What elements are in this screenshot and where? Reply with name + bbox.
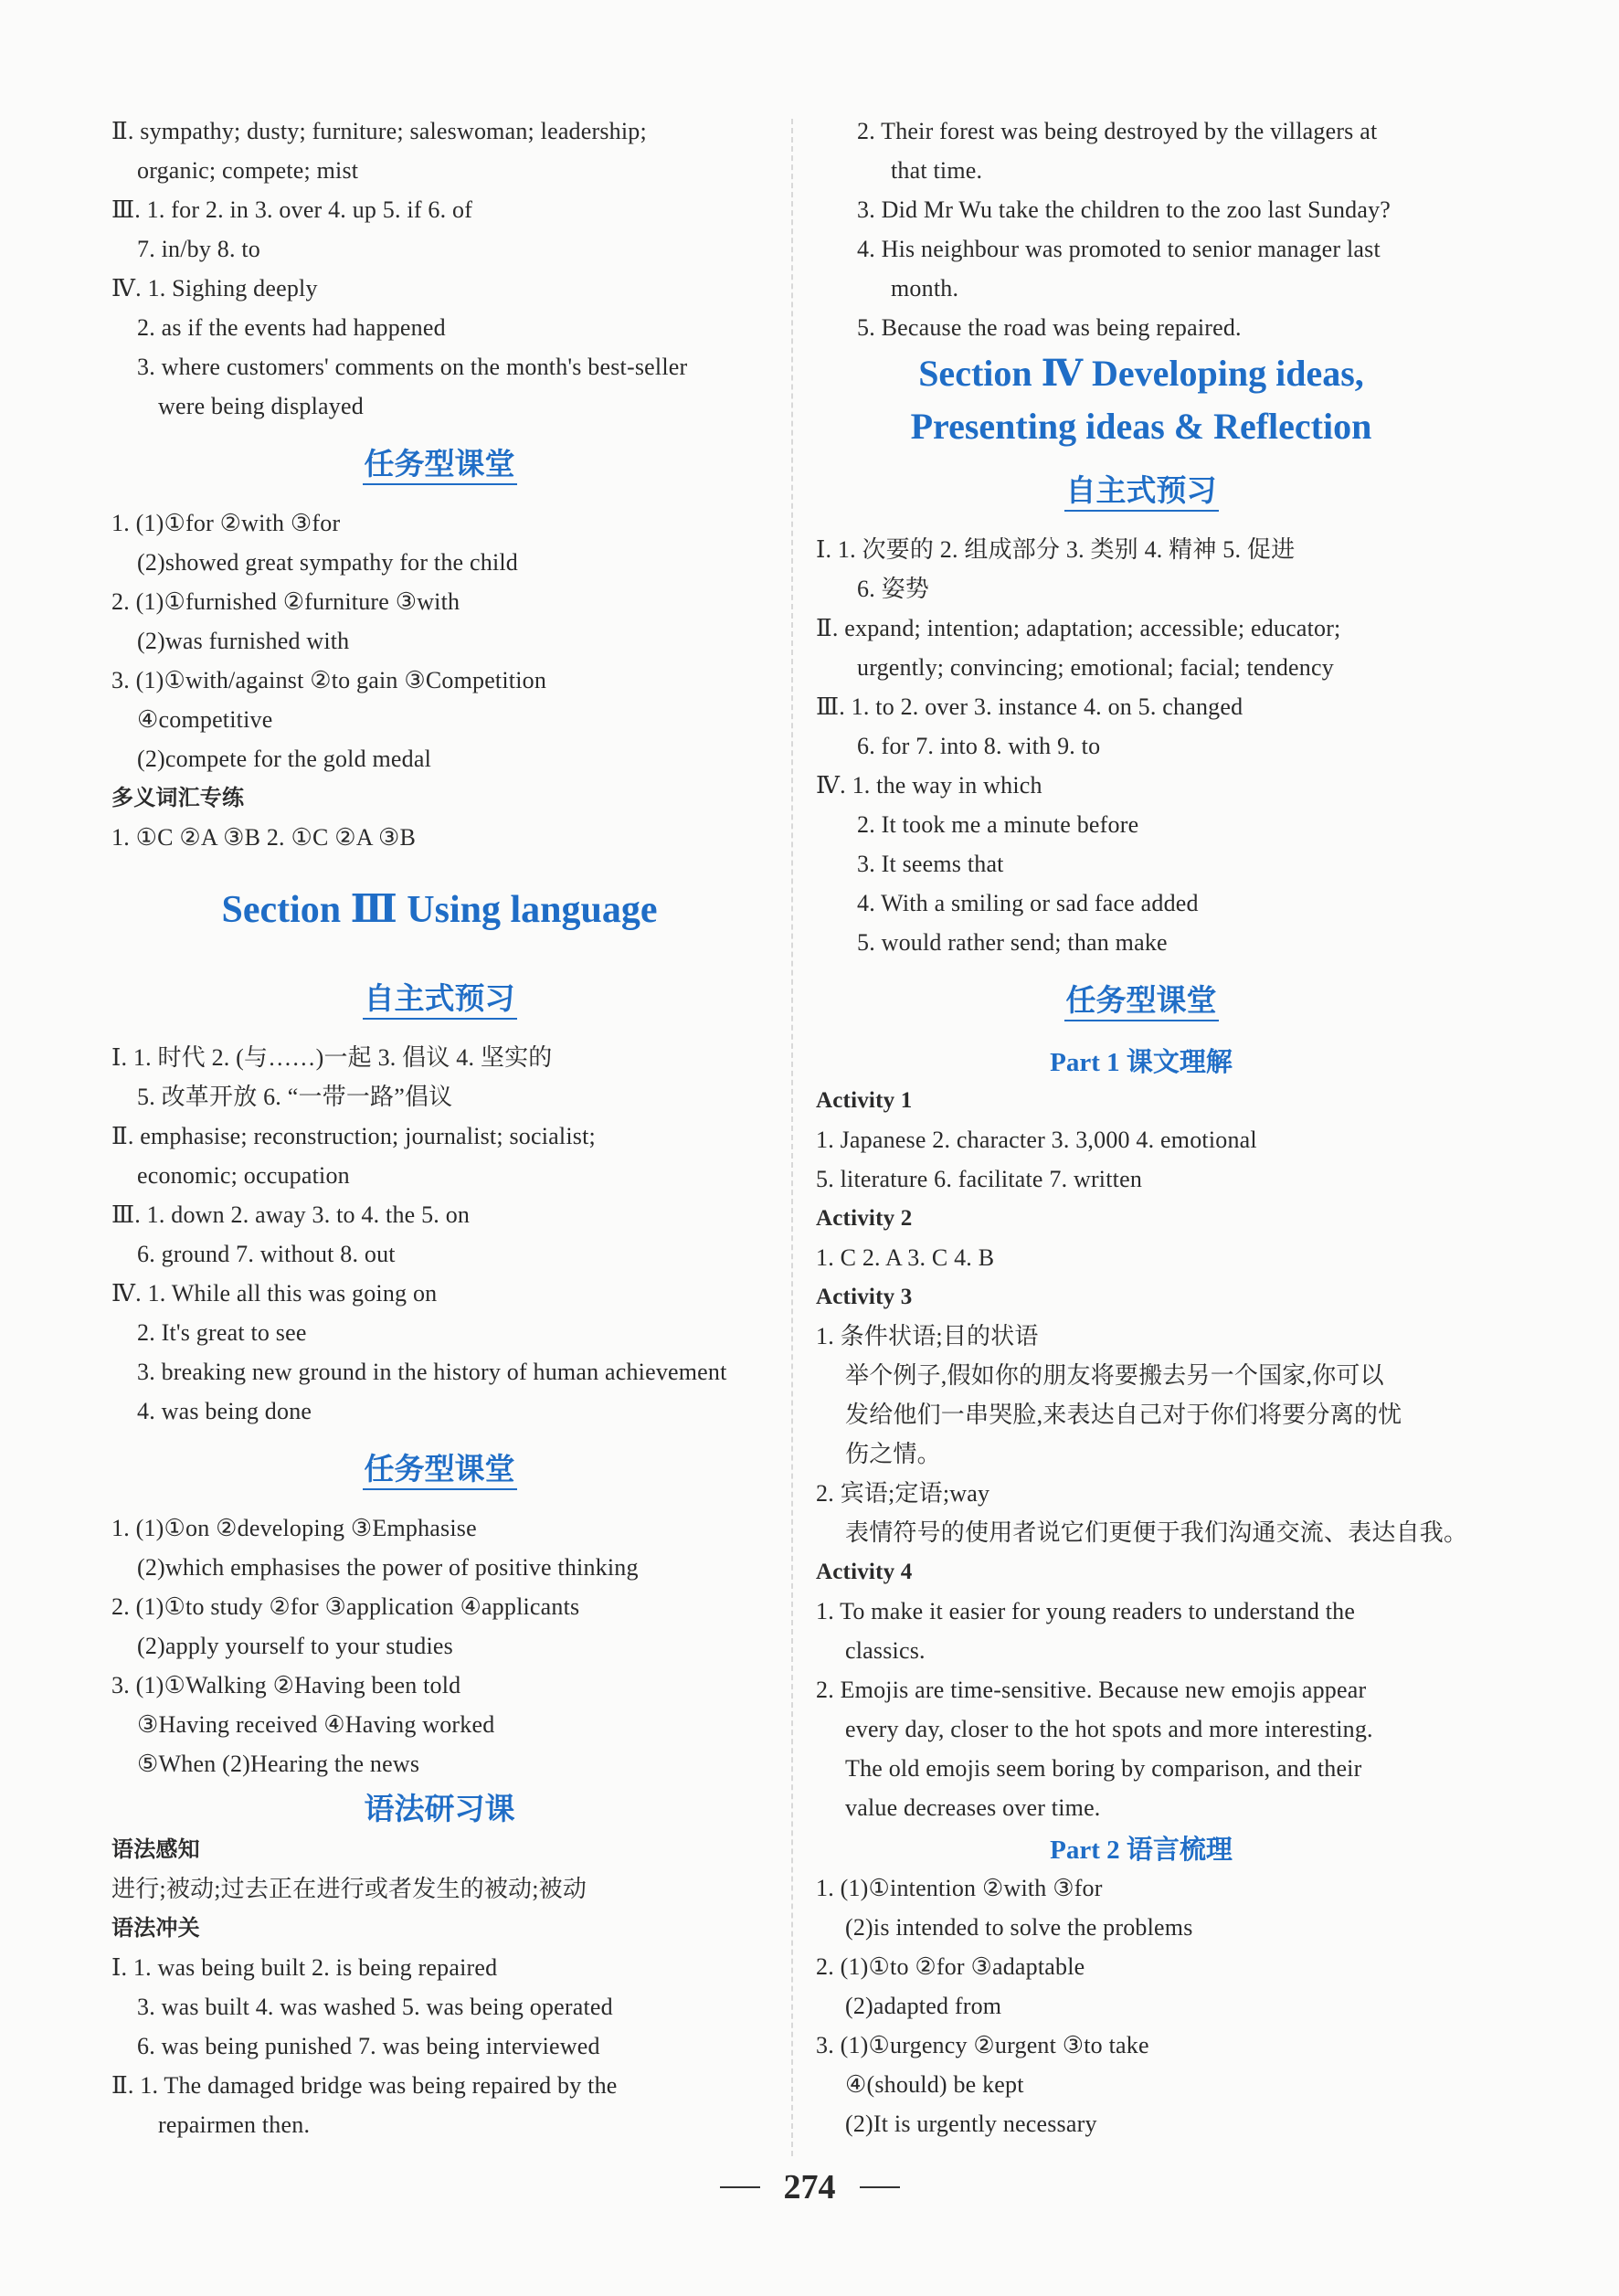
answer-line: 5. 改革开放 6. “一带一路”倡议 [137,1084,453,1110]
answer-line: classics. [845,1637,926,1664]
answer-line: ③Having received ④Having worked [137,1711,495,1738]
answer-line: 发给他们一串哭脸,来表达自己对于你们将要分离的忧 [845,1402,1402,1428]
boxed-heading-text: 任务型课堂 [363,445,517,485]
answer-line: 进行;被动;过去正在进行或者发生的被动;被动 [111,1876,587,1902]
answer-line: 2. It's great to see [137,1319,307,1346]
answer-line: 1. ①C ②A ③B 2. ①C ②A ③B [111,824,417,851]
answer-line: month. [891,275,959,302]
answer-line: 7. in/by 8. to [137,236,260,262]
answer-line: 2. Their forest was being destroyed by the villagers at [857,118,1378,144]
boxed-heading [111,426,767,503]
answer-line: 1. (1)①on ②developing ③Emphasise [111,1515,477,1541]
answer-line: 3. was built 4. was washed 5. was being operated [137,1994,613,2020]
boxed-heading [816,452,1466,530]
answer-line: 3. (1)①urgency ②urgent ③to take [816,2032,1149,2058]
answer-line: Ⅰ. 1. was being built 2. is being repaired [111,1954,498,1981]
answer-line: ④(should) be kept [845,2071,1024,2098]
answer-line: that time. [891,157,983,184]
answer-line: (2)adapted from [845,1993,1002,2019]
answer-line: Ⅲ. 1. to 2. over 3. instance 4. on 5. changed [816,693,1243,720]
boxed-heading-text: 自主式预习 [363,979,517,1020]
activity-heading: Activity 2 [816,1206,913,1231]
answer-line: Ⅲ. 1. down 2. away 3. to 4. the 5. on [111,1201,471,1228]
answer-line: Ⅰ. 1. 时代 2. (与……)一起 3. 倡议 4. 坚实的 [111,1044,553,1071]
answer-line: 伤之情。 [845,1441,941,1467]
answer-line: 2. 宾语;定语;way [816,1480,990,1507]
boxed-heading [111,1431,767,1508]
answer-line: 6. was being punished 7. was being interviewed [137,2033,600,2059]
left-column [111,111,767,2144]
answer-line: were being displayed [158,393,364,419]
answer-line: 4. His neighbour was promoted to senior manager last [857,236,1381,262]
answer-line: 3. (1)①with/against ②to gain ③Competition [111,667,547,693]
section-title [816,347,1466,452]
answer-line: 6. ground 7. without 8. out [137,1241,396,1267]
answer-line: urgently; convincing; emotional; facial; tendency [857,654,1334,681]
answer-line: every day, closer to the hot spots and more interesting. [845,1716,1373,1742]
answer-line: value decreases over time. [845,1794,1101,1821]
subsection-heading: 语法研习课 [364,1791,515,1826]
part-heading: Part 2 语言梳理 [1050,1836,1233,1865]
answer-line: 2. (1)①to ②for ③adaptable [816,1953,1085,1980]
answer-line: Ⅱ. expand; intention; adaptation; accessible; educator; [816,615,1341,641]
section-title-line2: Presenting ideas & Reflection [910,405,1372,447]
answer-line: (2)is intended to solve the problems [845,1914,1193,1941]
section-title: Section Ⅲ Using language [221,888,658,931]
answer-line: Ⅱ. 1. The damaged bridge was being repaired by the [111,2072,618,2099]
answer-line: ⑤When (2)Hearing the news [137,1751,420,1777]
bold-subheading: 语法感知 [111,1836,200,1862]
bold-subheading: 语法冲关 [111,1915,200,1941]
answer-line: Ⅱ. emphasise; reconstruction; journalist; socialist; [111,1123,596,1149]
answer-line: Ⅳ. 1. While all this was going on [111,1280,438,1307]
bold-subheading: 多义词汇专练 [111,785,245,810]
answer-line: ④competitive [137,706,273,733]
answer-line: 1. (1)①for ②with ③for [111,510,341,536]
answer-line: 3. where customers' comments on the month's best-seller [137,354,688,380]
page-footer [0,2167,1619,2207]
answer-line: 1. C 2. A 3. C 4. B [816,1244,995,1271]
answer-line: (2)compete for the gold medal [137,746,432,772]
answer-line: (2)It is urgently necessary [845,2111,1097,2137]
activity-heading: Activity 4 [816,1560,913,1584]
answer-line: 1. 条件状语;目的状语 [816,1323,1039,1349]
answer-line: (2)apply yourself to your studies [137,1633,453,1659]
answer-line: 3. breaking new ground in the history of human achievement [137,1359,727,1385]
answer-line: 2. (1)①furnished ②furniture ③with [111,588,460,615]
boxed-heading [111,960,767,1038]
answer-line: 1. Japanese 2. character 3. 3,000 4. emotional [816,1127,1257,1153]
answer-line: 5. would rather send; than make [857,929,1168,956]
activity-heading: Activity 1 [816,1088,913,1113]
answer-line: 6. 姿势 [857,576,930,602]
answer-line: 4. With a smiling or sad face added [857,890,1199,916]
answer-line: 3. It seems that [857,851,1004,877]
answer-line: repairmen then. [158,2111,311,2138]
answer-line: 3. (1)①Walking ②Having been told [111,1672,461,1698]
answer-line: Ⅱ. sympathy; dusty; furniture; saleswoman; leadership; [111,118,647,144]
answer-line: (2)was furnished with [137,628,350,654]
answer-line: The old emojis seem boring by comparison, and their [845,1755,1362,1782]
answer-line: 表情符号的使用者说它们更便于我们沟通交流、表达自我。 [845,1519,1468,1546]
answer-line: 5. Because the road was being repaired. [857,314,1242,341]
answer-line: (2)showed great sympathy for the child [137,549,518,576]
answer-line: 2. Emojis are time-sensitive. Because new emojis appear [816,1677,1367,1703]
answer-line: (2)which emphasises the power of positive thinking [137,1554,639,1581]
boxed-heading-text: 任务型课堂 [1064,981,1219,1021]
answer-line: Ⅰ. 1. 次要的 2. 组成部分 3. 类别 4. 精神 5. 促进 [816,536,1296,563]
activity-heading: Activity 3 [816,1285,913,1309]
answer-line: 2. (1)①to study ②for ③application ④applicants [111,1593,580,1620]
boxed-heading-text: 自主式预习 [1064,471,1219,512]
right-column [816,111,1466,2143]
answer-line: 4. was being done [137,1398,312,1424]
answer-line: 6. for 7. into 8. with 9. to [857,733,1101,759]
answer-line: 3. Did Mr Wu take the children to the zoo last Sunday? [857,196,1391,223]
answer-line: Ⅳ. 1. Sighing deeply [111,275,318,302]
boxed-heading [816,962,1466,1040]
boxed-heading-text: 任务型课堂 [363,1450,517,1490]
footer-dash-right [860,2186,900,2188]
answer-line: 1. (1)①intention ②with ③for [816,1875,1103,1901]
page-number: 274 [783,2168,836,2206]
answer-line: economic; occupation [137,1162,350,1189]
answer-line: 2. It took me a minute before [857,811,1139,838]
footer-dash-left [720,2186,760,2188]
section-title-line1: Section Ⅳ Developing ideas, [918,352,1364,394]
answer-line: 1. To make it easier for young readers to understand the [816,1598,1356,1624]
answer-line: organic; compete; mist [137,157,359,184]
answer-line: 2. as if the events had happened [137,314,446,341]
answer-line: 5. literature 6. facilitate 7. written [816,1166,1143,1192]
answer-line: Ⅳ. 1. the way in which [816,772,1042,799]
answer-line: 举个例子,假如你的朋友将要搬去另一个国家,你可以 [845,1362,1384,1389]
column-divider [791,119,793,2156]
part-heading: Part 1 课文理解 [1050,1048,1233,1077]
answer-line: Ⅲ. 1. for 2. in 3. over 4. up 5. if 6. of [111,196,473,223]
